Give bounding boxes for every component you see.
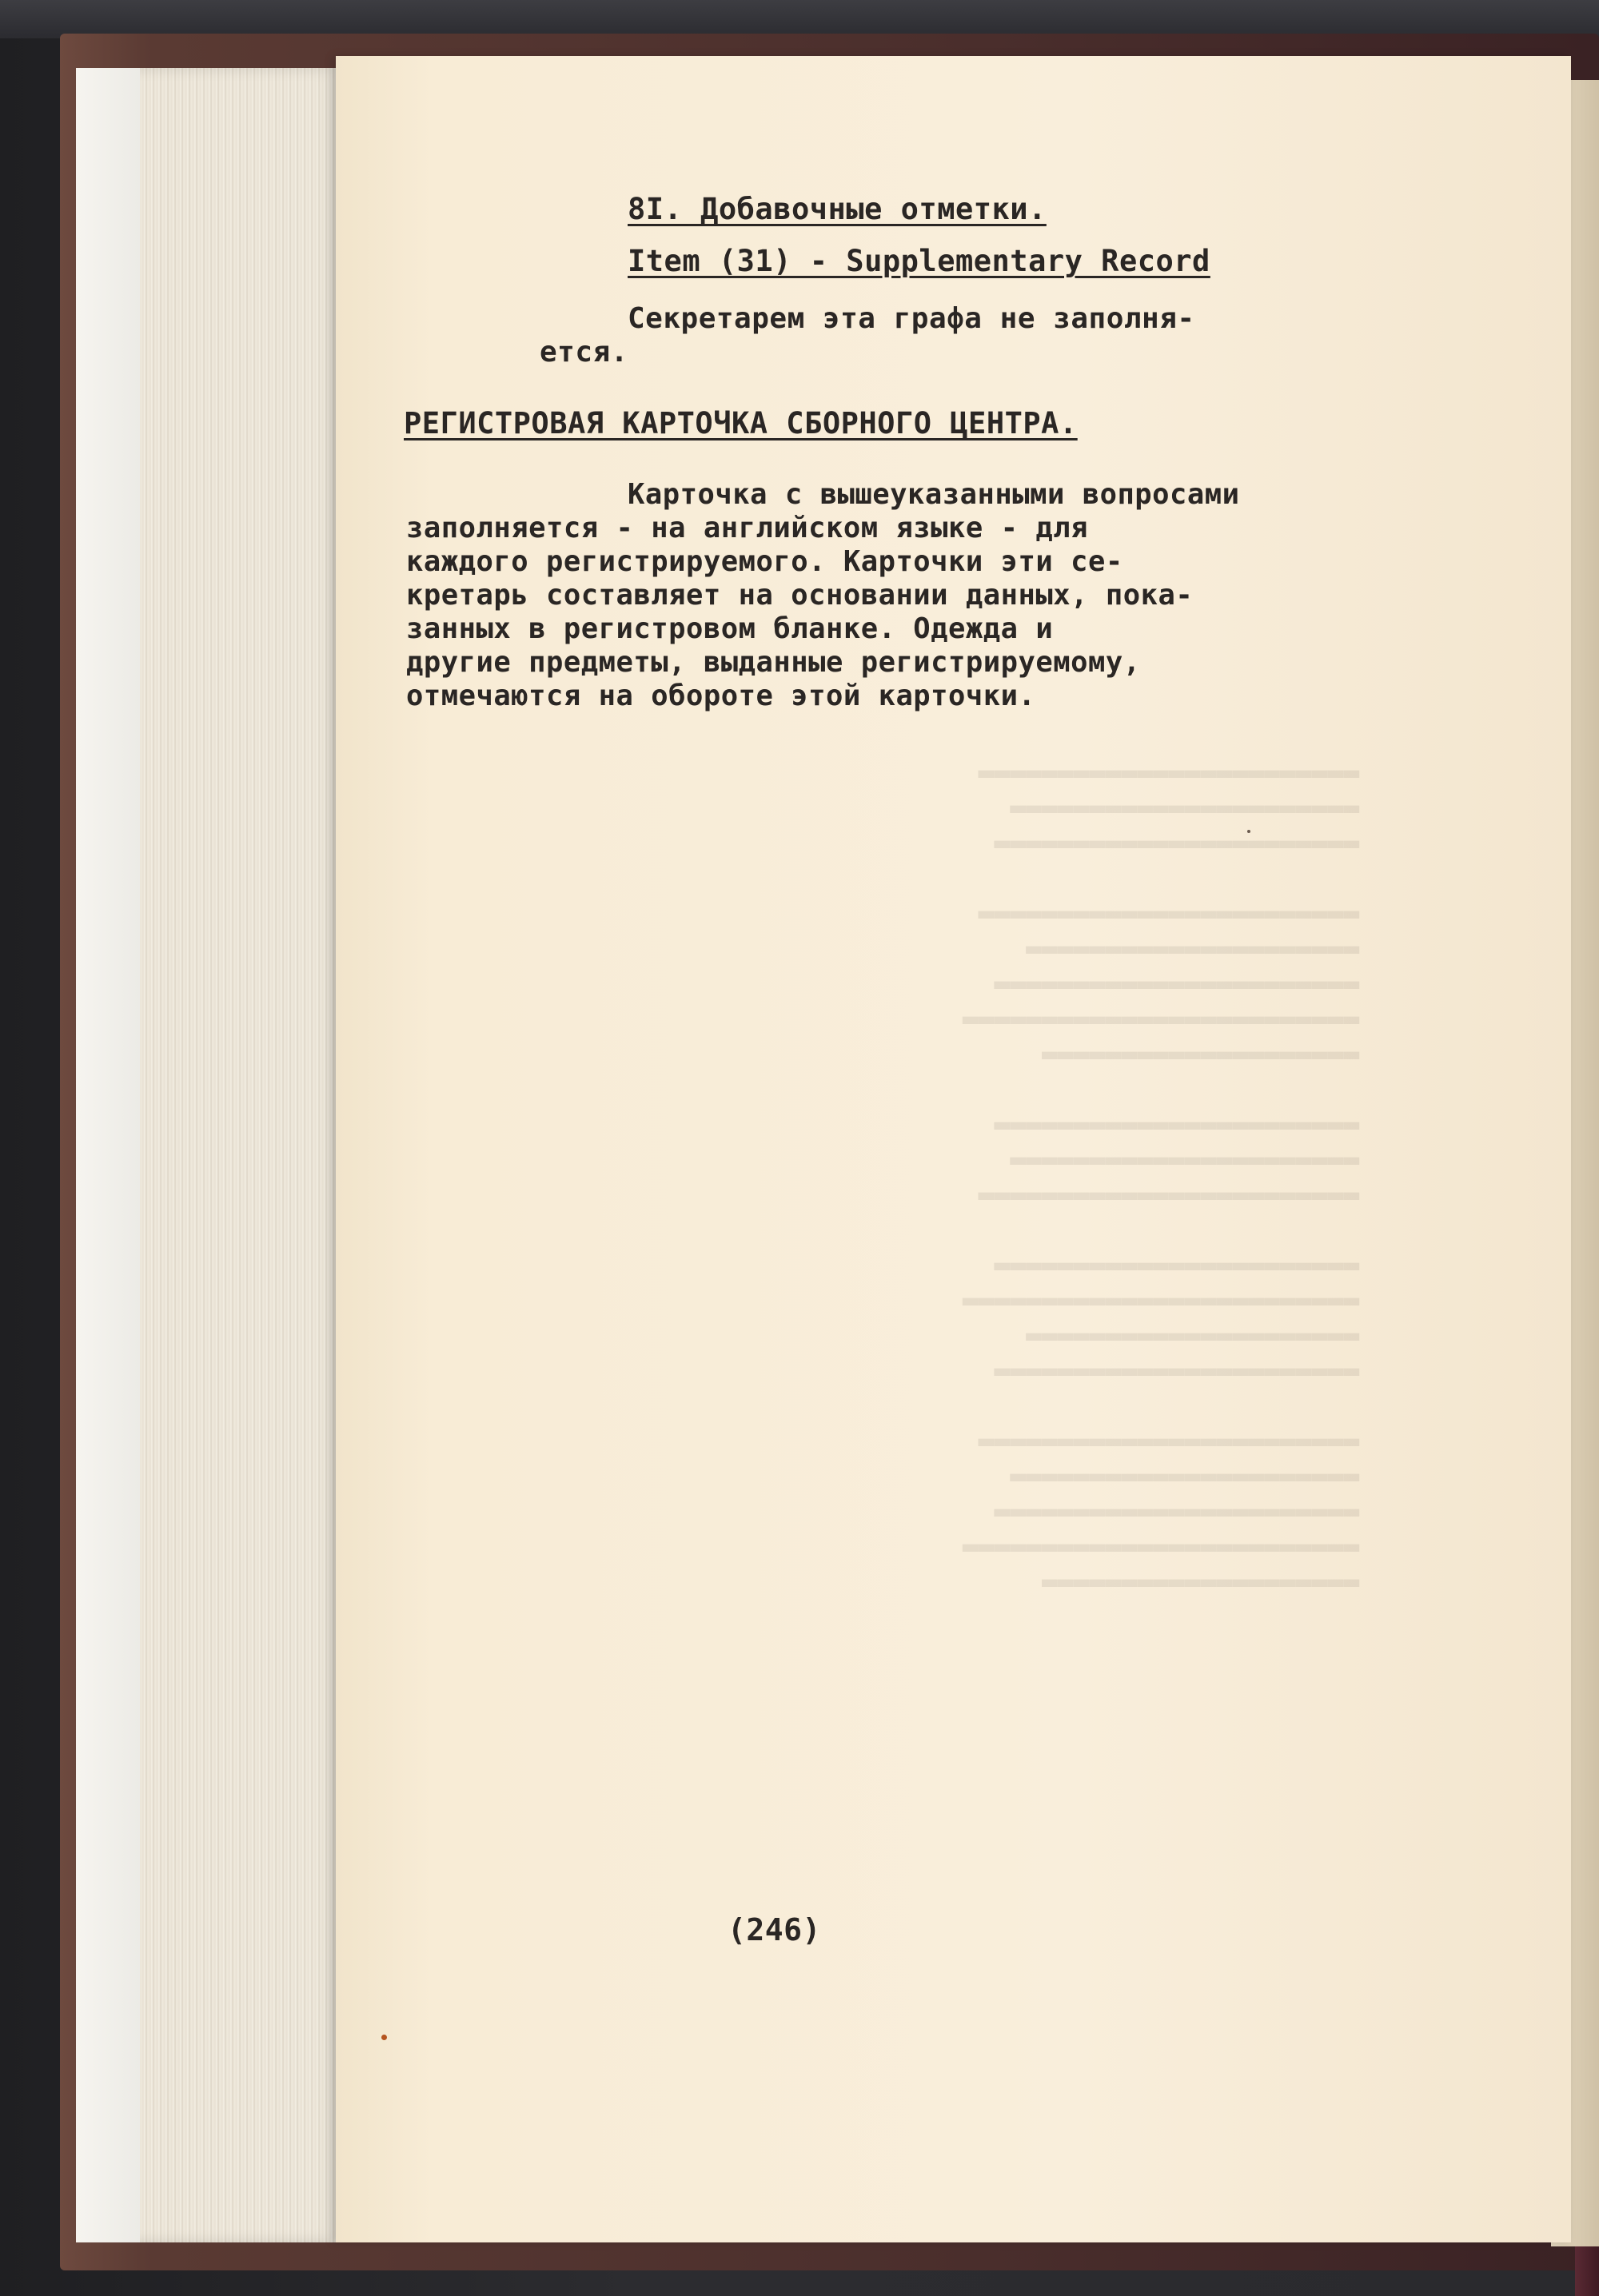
background-strip bbox=[0, 0, 1599, 38]
ink-spot bbox=[381, 2035, 387, 2040]
section-title-en-text: Item (31) - Supplementary Record bbox=[628, 244, 1210, 278]
card-section-heading bbox=[404, 406, 1078, 440]
card-paragraph-line: заполняется - на английском языке - для bbox=[406, 512, 1089, 544]
card-paragraph-line: другие предметы, выданные регистрируемому, bbox=[406, 646, 1141, 679]
section-title-ru-text: 8I. Добавочные отметки. bbox=[628, 192, 1047, 226]
card-paragraph-line: каждого регистрируемого. Карточки эти се- bbox=[406, 545, 1123, 578]
section-title-ru bbox=[628, 192, 1047, 226]
page-number: (246) bbox=[728, 1912, 821, 1947]
card-section-heading-text: РЕГИСТРОВАЯ КАРТОЧКА СБОРНОГО ЦЕНТРА. bbox=[404, 406, 1078, 440]
card-paragraph-line: занных в регистровом бланке. Одежда и bbox=[406, 612, 1054, 645]
book-page bbox=[336, 56, 1571, 2242]
section-note-line-1: Секретарем эта графа не заполня- bbox=[628, 302, 1195, 335]
ink-speck bbox=[1247, 830, 1250, 833]
page-edges-left bbox=[76, 68, 140, 2242]
card-paragraph-line: отмечаются на обороте этой карточки. bbox=[406, 680, 1036, 712]
card-paragraph-line: кретарь составляет на основании данных, пока- bbox=[406, 579, 1194, 612]
section-title-en bbox=[628, 244, 1210, 278]
section-note-line-2: ется. bbox=[540, 336, 628, 369]
card-paragraph-line: Карточка с вышеуказанными вопросами bbox=[628, 478, 1240, 511]
